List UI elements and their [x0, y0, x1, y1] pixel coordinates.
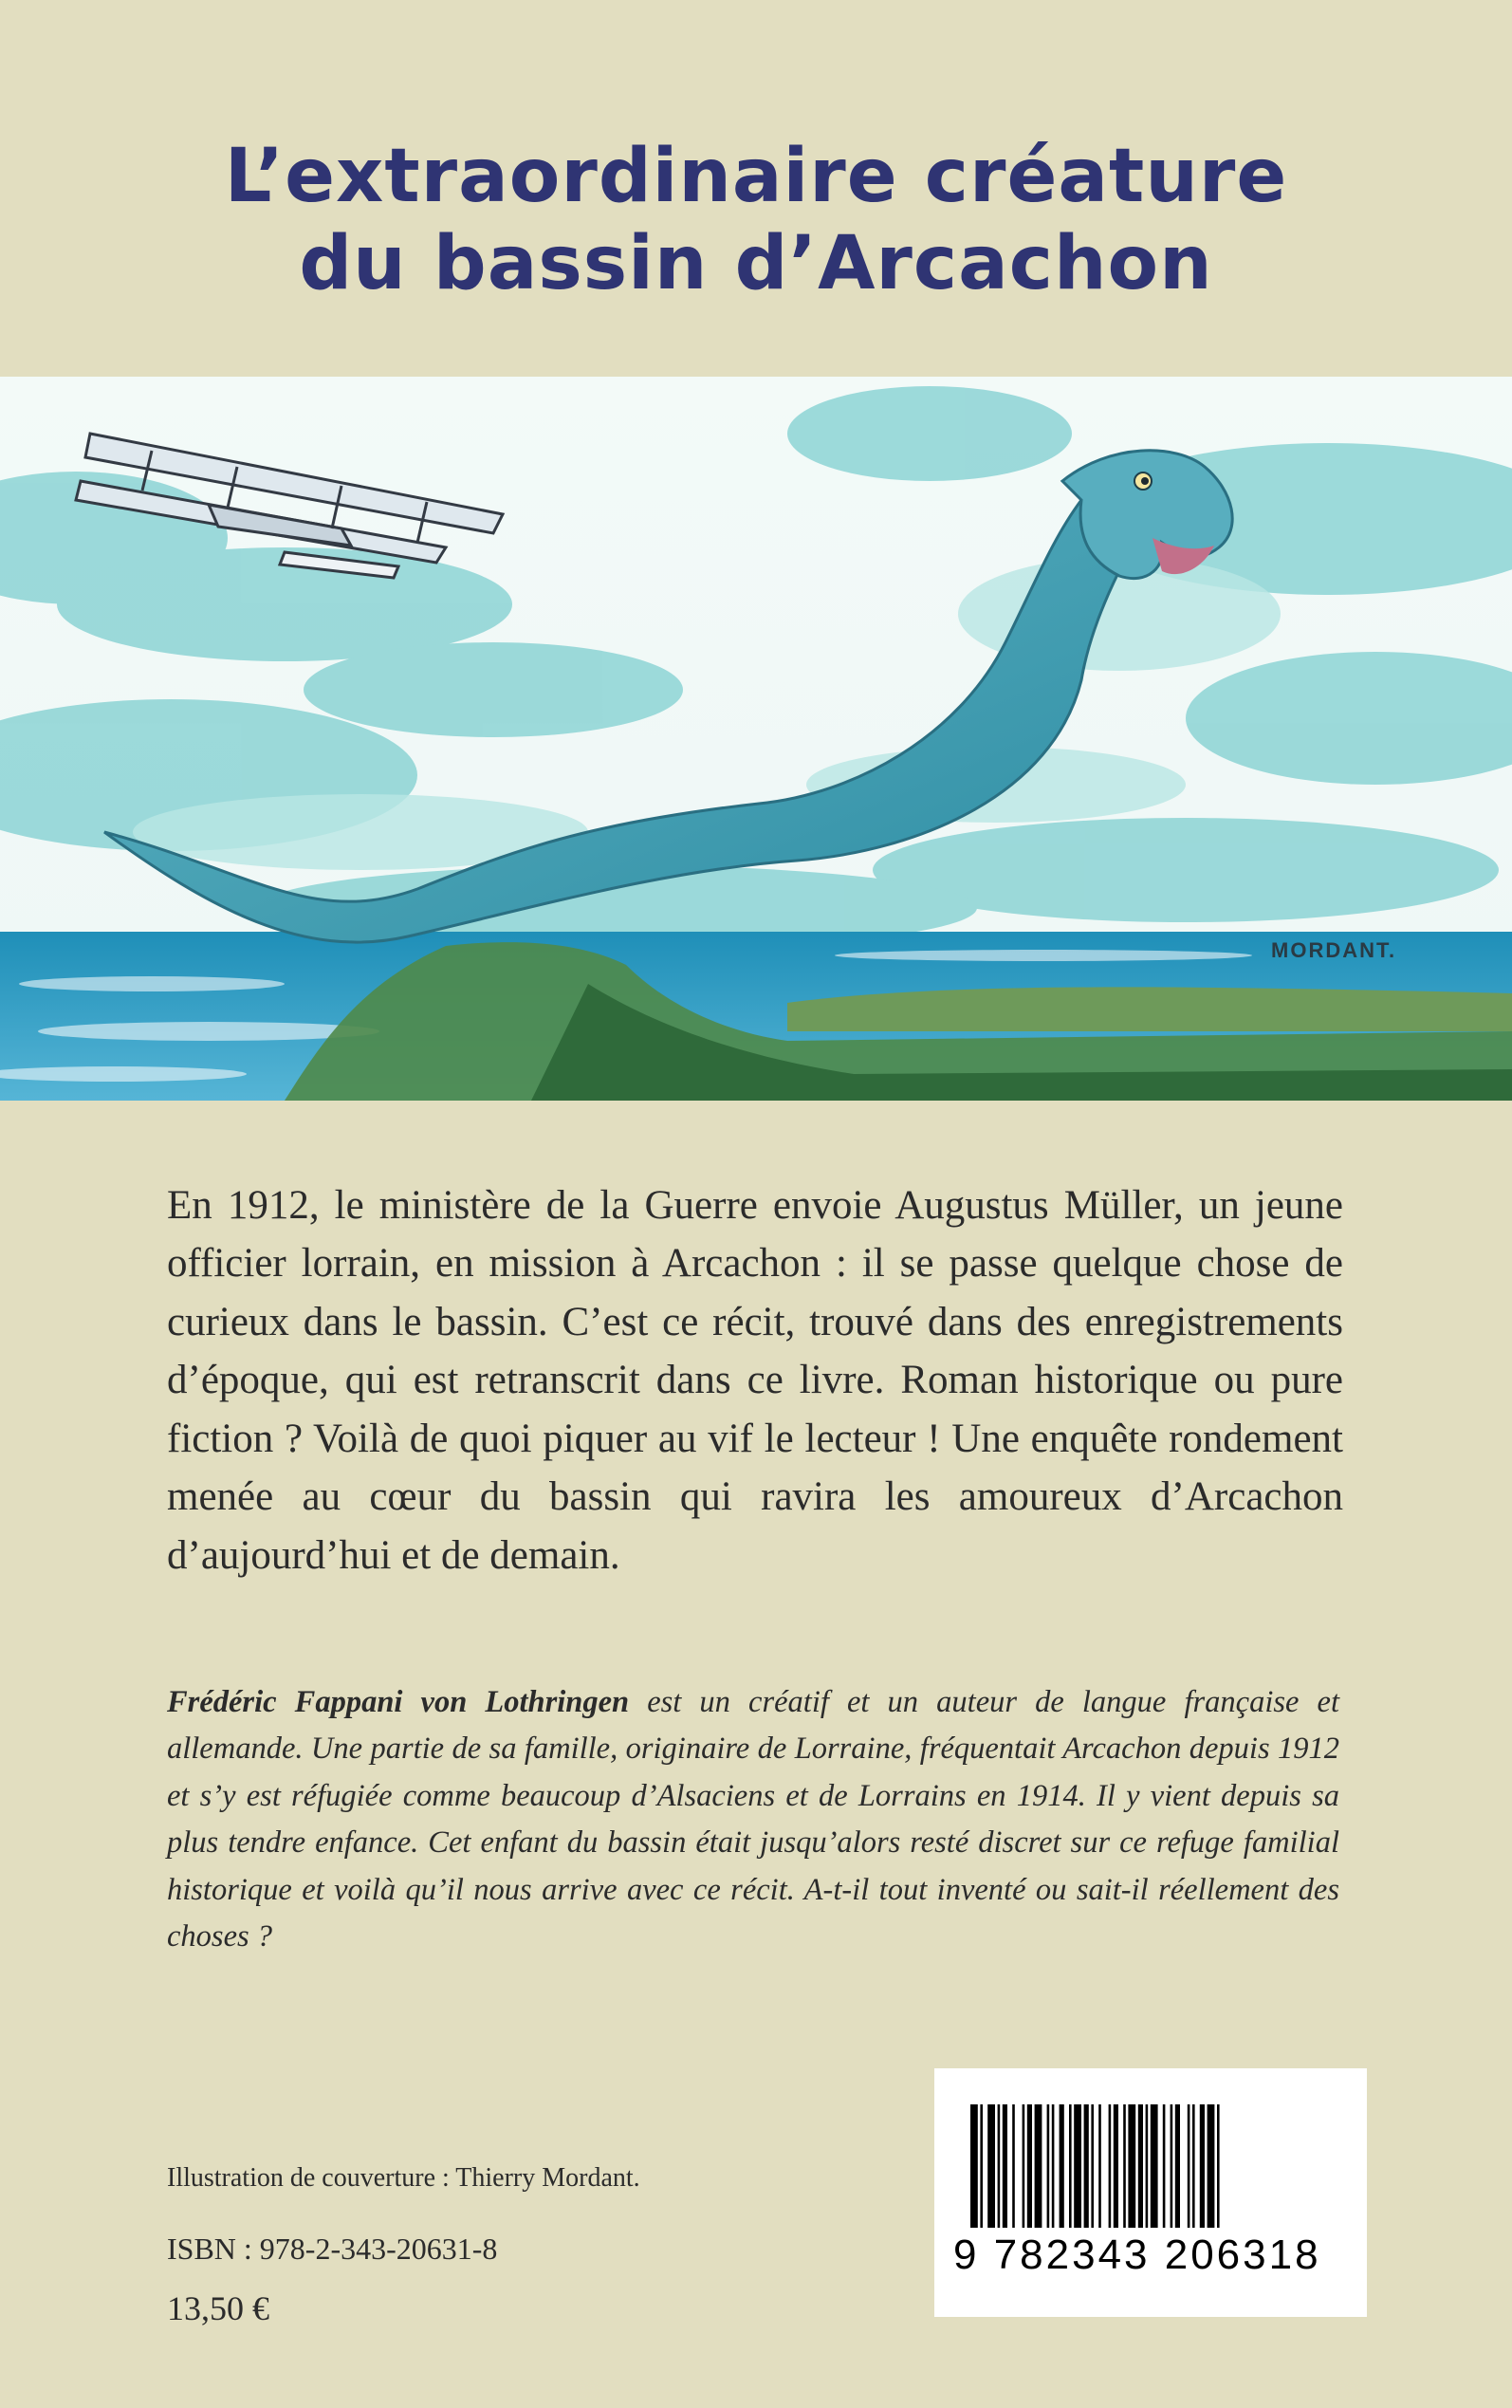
author-bio — [167, 1679, 1339, 1960]
barcode-bar — [1192, 2104, 1195, 2228]
barcode-bar — [970, 2104, 978, 2228]
barcode-bar — [998, 2104, 1001, 2228]
barcode-bar — [1027, 2104, 1032, 2228]
barcode-bar — [1060, 2104, 1064, 2228]
barcode-bar — [1035, 2104, 1042, 2228]
illustration-credit: Illustration de couverture : Thierry Mordant. — [167, 2163, 640, 2193]
barcode-bar — [1098, 2104, 1101, 2228]
isbn: ISBN : 978-2-343-20631-8 — [167, 2232, 498, 2266]
barcode-bar — [1069, 2104, 1072, 2228]
barcode-bar — [1208, 2104, 1215, 2228]
title-line-2: du bassin d’Arcachon — [299, 221, 1213, 307]
barcode-bar — [1146, 2104, 1149, 2228]
barcode-bar — [1123, 2104, 1126, 2228]
barcode-bar — [1188, 2104, 1190, 2228]
cover-illustration — [0, 377, 1512, 1101]
barcode-bar — [1171, 2104, 1173, 2228]
author-bio-text: est un créatif et un auteur de langue française et allemande. Une partie de sa famille, originaire de Lorraine, fréquentait Arcachon depuis 1912 et s’y est réfugiée comme beaucoup d’Alsaciens et de Lorrains en 1914. Il y vient depuis sa plus tendre enfance. Cet enfant du bassin était jusqu’alors resté discret sur ce refuge familial historique et voilà qu’il nous arrive avec ce récit. A-t-il tout inventé ou sait-il réellement des choses ? — [167, 1685, 1339, 1954]
illustration-signature: MORDANT. — [1271, 938, 1397, 962]
barcode-bar — [980, 2104, 983, 2228]
book-title — [0, 133, 1512, 307]
barcode-digits: 9 782343 206318 — [953, 2232, 1321, 2278]
barcode-bar — [1128, 2104, 1135, 2228]
barcode-bar — [1023, 2104, 1025, 2228]
barcode-bar — [1091, 2104, 1094, 2228]
barcode-bar — [987, 2104, 995, 2228]
barcode-bar — [1163, 2104, 1166, 2228]
sea-monster-illustration — [0, 377, 1512, 1101]
barcode-bar — [1047, 2104, 1050, 2228]
barcode-bar — [1003, 2104, 1007, 2228]
barcode-bar — [1074, 2104, 1081, 2228]
barcode-bar — [1109, 2104, 1112, 2228]
barcode-bar — [1217, 2104, 1220, 2228]
barcode-bar — [1151, 2104, 1158, 2228]
barcode — [934, 2068, 1367, 2317]
barcode-bar — [1012, 2104, 1015, 2228]
price: 13,50 € — [167, 2289, 269, 2327]
title-line-1: L’extraordinaire créature — [224, 134, 1288, 219]
barcode-bar — [1052, 2104, 1055, 2228]
barcode-bar — [1138, 2104, 1143, 2228]
barcode-bar — [1114, 2104, 1118, 2228]
author-name: Frédéric Fappani von Lothringen — [167, 1685, 630, 1719]
back-cover-blurb: En 1912, le ministère de la Guerre envoie Augustus Müller, un jeune officier lorrain, en mission à Arcachon : il se passe quelque chose de curieux dans le bassin. C’est ce récit, trouvé dans des enregistrements d’époque, qui est retranscrit dans ce livre. Roman historique ou pure fiction ? Voilà de quoi piquer au vif le lecteur ! Une enquête rondement menée au cœur du bassin qui ravira les amoureux d’Arcachon d’aujourd’hui et de demain. — [167, 1183, 1343, 1578]
barcode-bar — [1175, 2104, 1180, 2228]
barcode-bar — [1200, 2104, 1205, 2228]
barcode-bar — [1084, 2104, 1089, 2228]
barcode-bars — [970, 2104, 1331, 2228]
